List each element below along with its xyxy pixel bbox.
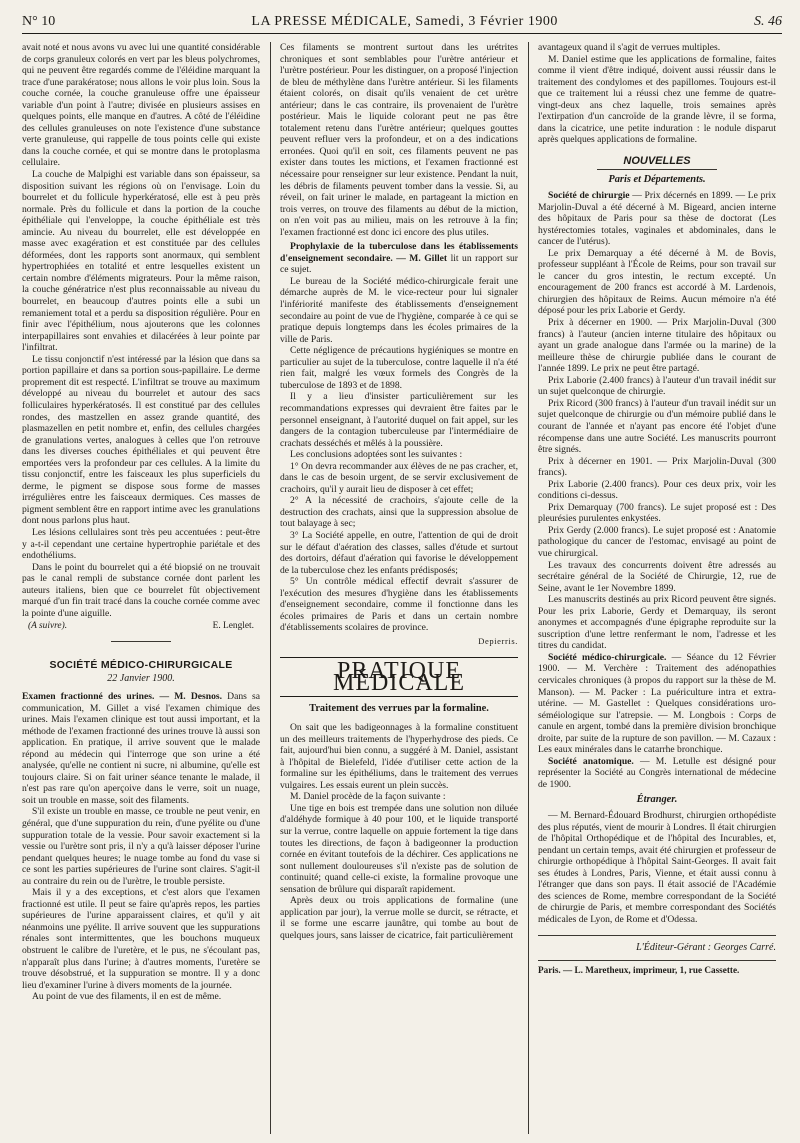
- paragraph: Une tige en bois est trempée dans une solution non diluée d'aldéhyde formique à 40 pour 100, et le liquide transporté sur la verrue, contre laquelle on appuie fortement la tige dans toutes les directions, de façon à badigeonner la production cornée en évitant toutefois de la déchirer. Ces applications ne sont nullement douloureuses s'il n'existe pas de solution de continuité; quand celle-ci existe, la formaline provoque une sensation de brûlure qui disparaît rapidement.: [280, 802, 518, 895]
- author-name: E. Lenglet.: [212, 621, 254, 632]
- paragraph: Les lésions cellulaires sont très peu accentuées : peut-être y a-t-il cependant une certaine hypertrophie pariétale et des endothéliums.: [22, 526, 260, 562]
- paragraph: Prix Laborie (2.400 francs). Pour ces deux prix, voir les conditions ci-dessus.: [538, 478, 776, 502]
- paragraph: Le prix Demarquay a été décerné à M. de Bovis, professeur suppléant à l'École de Reims, pour son travail sur le cancer du gros intestin, le rectum excepté. Un encouragement de 200 francs est accordé à M. Lardenois, chirurgien des hôpitaux de Reims. Aucun mémoire n'a été déposé pour les prix Laborie et Gerdy.: [538, 247, 776, 317]
- paragraph: Mais il y a des exceptions, et c'est alors que l'examen fractionné est utile. Il peut se faire qu'après repos, les parties supérieures de l'urine apparaissent claires, et qu'il y ait néanmoins une pyélite. Il arrive souvent que les suppurations rénales sont intermittentes, que les bouchons muqueux obstruent le calibre de l'uretère, et le pus, ne s'écoulant pas, n'apparaît plus dans l'urine; à d'autres moments, l'uretère se trouve désobstrué, et la suppuration se montre. Il y a donc lieu d'examiner l'urine à divers moments de la journée.: [22, 887, 260, 991]
- editor-line: L'Éditeur-Gérant : Georges Carré.: [538, 935, 776, 954]
- section-title: SOCIÉTÉ MÉDICO-CHIRURGICALE: [49, 658, 233, 671]
- paragraph-lead: Examen fractionné des urines. — M. Desnos.: [22, 690, 223, 702]
- article-title: Traitement des verrues par la formaline.: [309, 702, 489, 714]
- paragraph: avait noté et nous avons vu avec lui une quantité considérable de corps granuleux colorés en vert par les bleus polychromes, qui ne peuvent être regardés comme de l'éléidine marquant la trace d'une parakératose; nous allons le voir plus loin. Sous la couche cornée, la couche granuleuse offre une épaisseur variable d'un point à l'autre; divisée en plusieurs assises en quelques points, elle manque en d'autres. A côté de l'éléidine des cellules granuleuses on note l'existence d'une substance verte granuleuse, qui rappelle de tous points celle qui existe dans la couche cornée, et qui se montre dans le protoplasma cellulaire.: [22, 42, 260, 169]
- paragraph: Examen fractionné des urines. — M. Desnos. Dans sa communication, M. Gillet a visé l'examen chimique des urines. Mais l'examen clinique est tout aussi important, et la méthode de l'examen fractionné des urines trouve là aussi son application. En pratique, il arrive souvent que le malade répond au médecin qui l'interroge que son urine a été analysée, qu'elle ne contient ni sucre, ni albumine, qu'elle est toujours claire. Si on fait uriner séance tenante le malade, il n'est pas rare qu'on aperçoive dans le verre, soit un nuage, soit un trouble en masse, soit des filaments.: [22, 690, 260, 806]
- paragraph: Le tissu conjonctif n'est intéressé par la lésion que dans sa portion papillaire et dans sa portion sous-papillaire. Le derme proprement dit est respecté. L'infiltrat se trouve au maximum développé au niveau du bourrelet et autour des sacs folliculaires hyperkératosés. Il est constitué par des cellules rondes, des mastzellen en assez grande quantité, des plasmazellen en petit nombre et, enfin, des cellules chargées de granulations vertes, analogues à celles que l'on retrouve dans les diverses couches épithéliales et qui peuvent être emportées vers la profondeur par ces cellules. A la limite du tissu conjonctif, entre les faisceaux les plus superficiels du derme, le pigment se dispose sous forme de masses irrégulières entre les faisceaux dermiques. Ces masses de pigment semblent être en rapport intime avec les granulations dont nous parlons plus haut.: [22, 353, 260, 527]
- divider: [111, 641, 171, 642]
- paragraph: Prix à décerner en 1901. — Prix Marjolin-Duval (300 francs).: [538, 455, 776, 479]
- paragraph: Les conclusions adoptées sont les suivantes :: [290, 449, 463, 461]
- column-1: [22, 42, 260, 1134]
- paragraph: Le bureau de la Société médico-chirurgicale ferait une démarche auprès de M. le vice-recteur pour lui signaler l'infériorité manifeste des établissements d'enseignement secondaire au point de vue de l'hygiène, comparée à ce qui se pratique depuis longtemps dans les écoles primaires de la ville de Paris.: [280, 275, 518, 345]
- paragraph-lead: Société de chirurgie: [548, 190, 630, 202]
- paragraph: 2° A la nécessité de crachoirs, s'ajoute celle de la destruction des crachats, ainsi que la suppression absolue de tout balayage à sec;: [280, 495, 518, 530]
- paragraph: Cette négligence de précautions hygiéniques se montre en particulier au sujet de la tuberculose, contre laquelle il n'a été rien fait, malgré les vœux formels des Congrès de la tuberculose de 1893 et de 1898.: [280, 345, 518, 391]
- paragraph: Prix Ricord (300 francs) à l'auteur d'un travail inédit sur un sujet quelconque de chirurgie ou d'un mémoire publié dans le courant de l'année et n'ayant pas encore été l'objet d'une récompense dans une autre Société. Les manuscrits pourront être signés.: [538, 397, 776, 456]
- paragraph: avantageux quand il s'agit de verrues multiples.: [538, 42, 721, 53]
- section-banner: PRATIQUE MÉDICALE: [280, 657, 518, 696]
- page-header: [22, 14, 782, 34]
- paragraph: 3° La Société appelle, en outre, l'attention de qui de droit sur le défaut d'aération des classes, salles d'étude et surtout des dortoirs, défaut d'aération qui favorise le développement de la tuberculose chez les enfants prédisposés;: [280, 529, 518, 576]
- paragraph: Société anatomique. — M. Letulle est désigné pour représenter la Société au Congrès international de médecine de 1900.: [538, 755, 776, 790]
- article-signature: Depierris.: [478, 635, 518, 646]
- paragraph: Ces filaments se montrent surtout dans les urétrites chroniques et sont semblables pour l'urètre antérieur et l'urètre postérieur. Pour les distinguer, on a proposé l'injection de bleu de méthylène dans l'urètre antérieur. Si les filaments étaient colorés, on disait qu'ils venaient de cet urètre antérieur; dans le cas contraire, ils provenaient de l'urètre postérieur. Mais le liquide colorant peut ne pas être totalement retenu dans l'urètre antérieur; quelques gouttes peuvent refluer vers la profondeur, et on a des indications erronées. Quoi qu'il en soit, ces filaments peuvent ne pas exister dans toutes les mictions, et l'examen fractionné est nécessaire pour renseigner sur leur existence. Pendant la nuit, les débris de filaments peuvent tomber dans la vessie. Si, au réveil, on fait uriner le malade, en partageant la miction en trois verres, on trouve des filaments au début de la miction, on n'en voit pas au milieu, mais on les retrouve à la fin; l'examen fractionné est donc ici encore des plus utiles.: [280, 42, 518, 238]
- paragraph: — M. Bernard-Édouard Brodhurst, chirurgien orthopédiste des plus réputés, vient de mourir à Londres. Il était chirurgien de l'hôpital Orthopédique et de l'hôpital des Incurables, et, pendant un certain temps, avait été chirurgien et professeur de chirurgie orthopédique à l'hôpital Saint-Georges. Il avait fait ses études à Londres, Paris, Vienne, et était aussi connu à l'étranger que dans son pays. Il était associé de l'Académie des sciences de Rome, membre correspondant de la Société de chirurgie de Paris, et membre correspondant des Sociétés médicales de Lyon, de Rome et d'Odessa.: [538, 810, 776, 925]
- subsection-title: Étranger.: [636, 794, 678, 806]
- subsection-title: Paris et Départements.: [608, 174, 706, 186]
- article-signature: [22, 621, 260, 633]
- to-be-continued: (A suivre).: [28, 621, 68, 632]
- paragraph: Prix à décerner en 1900. — Prix Marjolin-Duval (300 francs) à l'auteur (ancien interne titulaire des hôpitaux ou ayant un grade analogue dans l'armée ou la marine) de la meilleure thèse de chirurgie publiée dans le courant de l'année 1899. Le prix ne peut être partagé.: [538, 317, 776, 375]
- section-title: NOUVELLES: [597, 156, 717, 171]
- paragraph: S'il existe un trouble en masse, ce trouble ne peut venir, en général, que d'une suppuration du rein, d'une pyélite ou d'une suppuration totale de la vessie. Pour savoir exactement si la vessie ou l'urètre sont pris, il n'y a qu'à laisser déposer l'urine pendant quelques heures; le nuage tombe au fond du vase si ce sont les parties supérieures de l'urine sont claires. S'agit-il au contraire du rein ou de l'urètre, le trouble persiste.: [22, 806, 260, 887]
- column-2: [280, 42, 518, 1134]
- paragraph: Au point de vue des filaments, il en est de même.: [32, 991, 222, 1003]
- paragraph: On sait que les badigeonnages à la formaline constituent un des meilleurs traitements de l'hyperhydrose des pieds. Ce fait, aujourd'hui bien connu, a suggéré à M. Daniel, assistant à l'hôpital de Bielefeld, l'idée d'utiliser cette action de la formaline sur les épithéliums, dans le traitement des verrues vulgaires. Les essais eurent un plein succès.: [280, 722, 518, 791]
- paragraph: Les manuscrits destinés au prix Ricord peuvent être signés. Pour les prix Laborie, Gerdy et Demarquay, ils seront anonymes et accompagnés d'une épigraphe reproduite sur la suscription d'une lettre renfermant le nom, l'adresse et les titres du candidat.: [538, 594, 776, 652]
- section-date: 22 Janvier 1900.: [107, 673, 175, 685]
- paragraph-lead: Société médico-chirurgicale.: [548, 651, 667, 663]
- printer-line: Paris. — L. Maretheux, imprimeur, 1, rue Cassette.: [538, 960, 776, 977]
- paragraph: Prophylaxie de la tuberculose dans les établissements d'enseignement secondaire. — M. Gillet lit un rapport sur ce sujet.: [280, 241, 518, 276]
- paragraph: 1° On devra recommander aux élèves de ne pas cracher, et, dans le cas de besoin urgent, de se servir exclusivement de crachoirs, qu'il y aurait lieu de disposer à cet effet;: [280, 460, 518, 495]
- paragraph: M. Daniel procède de la façon suivante :: [290, 791, 446, 803]
- paragraph-lead: Société anatomique.: [548, 755, 634, 767]
- paragraph: Prix Demarquay (700 francs). Le sujet proposé est : Des pleurésies purulentes enkystées.: [538, 501, 776, 525]
- paragraph: La couche de Malpighi est variable dans son épaisseur, sa disposition suivant les régions où on l'envisage. Loin du bourrelet et du follicule hyperkératosé, elle est à peu près normale. Près du follicule et dans la portion de la couche épithéliale qui l'enveloppe, la couche épithéliale est très amincie. Au niveau du bourrelet, elle est développée en masse avec exagération et est constituée par des cellules déformées, dont les rapports sont anormaux, qui semblent hypertrophiées en totalité et entre lesquelles existent un certain nombre d'éléments migrateurs. Pour la même raison, la couche génératrice n'est plus reconnaissable au niveau du bourrelet, en beaucoup d'autres points elle a subi un remaniement total et a perdu sa disposition régulière. Pour en finir avec l'épithélium, nous ajouterons que les colonnes interpapillaires sont envahies et dilacérées à leur pointe par l'infiltrat.: [22, 169, 260, 354]
- paragraph: Société de chirurgie — Prix décernés en 1899. — Le prix Marjolin-Duval a été décerné à M. Bigeard, ancien interne des hôpitaux de Paris pour sa thèse de doctorat (Les hystérectomies totales, vaginales et abdominales, dans le cancer de l'utérus).: [538, 190, 776, 248]
- paragraph: M. Daniel estime que les applications de formaline, faites comme il vient d'être indiqué, doivent aussi réussir dans le traitement des condylomes et des papillomes. Toujours est-il que ce traitement lui a réussi chez une femme de quatre-vingt-deux ans chez laquelle, trois semaines après l'extirpation d'un cancroïde de la grande lèvre, il se forma, dans la cicatrice, une petite induration : le nodule disparut après quelques applications de formaline.: [538, 53, 776, 146]
- column-3: [538, 42, 776, 1134]
- paragraph: Les travaux des concurrents doivent être adressés au secrétaire général de la Société de Chirurgie, 12, rue de Seine, avant le 1er Novembre 1899.: [538, 559, 776, 594]
- issue-number: N° 10: [22, 14, 56, 29]
- paragraph: Après deux ou trois applications de formaline (une application par jour), la verrue molle se durcit, se rétracte, et il se forme une escarre jaunâtre, qui tombe au bout de quelques jours, sans laisser de cicatrice, fait particulièrement: [280, 895, 518, 941]
- page-number: S. 46: [754, 14, 782, 29]
- paragraph: Prix Laborie (2.400 francs) à l'auteur d'un travail inédit sur un sujet quelconque de chirurgie.: [538, 374, 776, 398]
- journal-title: LA PRESSE MÉDICALE, Samedi, 3 Février 1900: [251, 14, 558, 29]
- paragraph: Prix Gerdy (2.000 francs). Le sujet proposé est : Anatomie pathologique du cancer de l'estomac, envisagé au point de vue chirurgical.: [538, 524, 776, 559]
- paragraph: Il y a lieu d'insister particulièrement sur les recommandations expresses qui devraient être faites par le personnel enseignant, à l'autorité duquel on fait appel, sur les dangers de la contagion tuberculeuse par l'intermédiaire de crachats desséchés et mêlés à la poussière.: [280, 391, 518, 449]
- paragraph: 5° Un contrôle médical effectif devrait s'assurer de l'exécution des mesures d'hygiène dans les établissements d'enseignement secondaire, comme il fonctionne dans les écoles primaires de Paris et dans un certain nombre d'établissements scolaires de province.: [280, 576, 518, 634]
- newspaper-page: [22, 14, 782, 1134]
- paragraph-lead: Prophylaxie de la tuberculose dans les établissements d'enseignement secondaire. — M. Gillet: [280, 241, 518, 264]
- paragraph: Société médico-chirurgicale. — Séance du 12 Février 1900. — M. Verchère : Traitement des adénopathies cervicales chroniques (à propos du rapport sur la thèse de M. Manson). — M. Packer : La puériculture intra et extra-utérine. — M. Gastellet : Quelques considérations uro-séméiologique sur l'atrepsie. — M. Longbois : Corps de canule en argent, tombé dans la première division bronchique droite, par suite de la rupture de son pavillon. — M. Cazaux : Les eaux minérales dans le catarrhe bronchique.: [538, 651, 776, 756]
- paragraph: Dans le point du bourrelet qui a été biopsié on ne trouvait pas le canal rempli de substance cornée dont parlent les auteurs italiens, bien que ce bourrelet fût objectivement marqué d'un fin trait tracé dans la couche cornée comme avec la pointe d'une aiguille.: [22, 561, 260, 619]
